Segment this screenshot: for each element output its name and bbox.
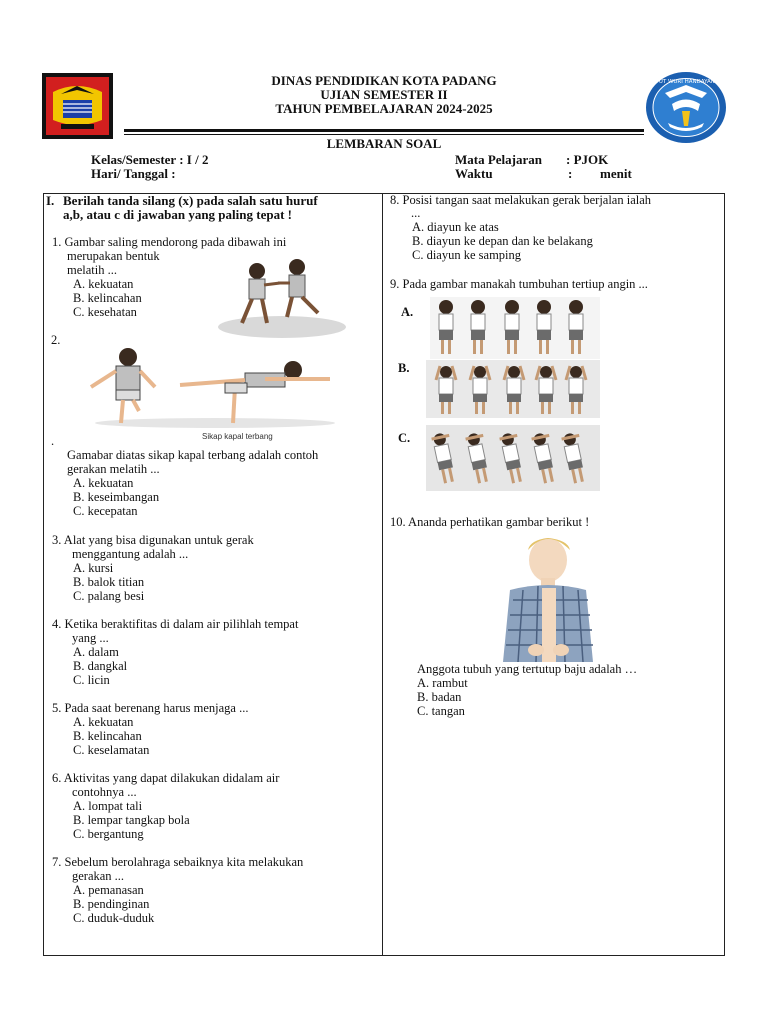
q9-line1: 9. Pada gambar manakah tumbuhan tertiup angin ... [390, 277, 648, 291]
column-divider [382, 193, 383, 956]
q1-line2: merupakan bentuk [67, 249, 160, 263]
q3-option-a[interactable]: A. kursi [73, 561, 114, 575]
q3-option-c[interactable]: C. palang besi [73, 589, 145, 603]
q9-figure-a-kids-standing [430, 297, 600, 359]
q10-line2: Anggota tubuh yang tertutup baju adalah … [417, 662, 638, 676]
q6-option-c[interactable]: C. bergantung [73, 827, 144, 841]
q6-line1: 6. Aktivitas yang dapat dilakukan didalam air [52, 771, 280, 785]
q3-line1: 3. Alat yang bisa digunakan untuk gerak [52, 533, 254, 547]
q4-option-b[interactable]: B. dangkal [73, 659, 128, 673]
q5-line1: 5. Pada saat berenang harus menjaga ... [52, 701, 249, 715]
q6-option-b[interactable]: B. lempar tangkap bola [73, 813, 190, 827]
q9-option-a[interactable]: A. [401, 305, 414, 319]
time-colon: : [568, 166, 573, 181]
instruction-line1: Berilah tanda silang (x) pada salah satu huruf [63, 193, 318, 208]
q9-figure-c-kids-swaying [426, 425, 600, 491]
q5-option-b[interactable]: B. kelincahan [73, 729, 142, 743]
time-label: Waktu [455, 166, 493, 181]
boy-buttoning-shirt-photo [418, 530, 683, 662]
q9-option-c[interactable]: C. [398, 431, 411, 445]
q2-option-c[interactable]: C. kecepatan [73, 504, 138, 518]
q10-option-b[interactable]: B. badan [417, 690, 462, 704]
q5-option-c[interactable]: C. keselamatan [73, 743, 150, 757]
header-rule-thin [124, 134, 644, 135]
q1-line1: 1. Gambar saling mendorong pada dibawah ini [52, 235, 287, 249]
date-field: Hari/ Tanggal : [91, 166, 176, 181]
instruction-line2: a,b, atau c di jawaban yang paling tepat ! [63, 207, 292, 222]
pushing-kids-illustration [212, 255, 347, 340]
class-semester: Kelas/Semester : I / 2 [91, 152, 209, 167]
header-rule-thick [124, 129, 644, 132]
q10-line1: 10. Ananda perhatikan gambar berikut ! [390, 515, 590, 529]
q8-option-a[interactable]: A. diayun ke atas [412, 220, 499, 234]
q10-option-c[interactable]: C. tangan [417, 704, 465, 718]
q9-figure-b-kids-arms-up [426, 360, 600, 418]
q4-option-a[interactable]: A. dalam [73, 645, 119, 659]
q7-option-b[interactable]: B. pendinginan [73, 897, 150, 911]
q8-option-c[interactable]: C. diayun ke samping [412, 248, 522, 262]
q5-option-a[interactable]: A. kekuatan [73, 715, 134, 729]
q8-line2: ... [411, 206, 421, 220]
q4-option-c[interactable]: C. licin [73, 673, 110, 687]
exam-name: UJIAN SEMESTER II [320, 87, 448, 102]
q6-line2: contohnya ... [72, 785, 137, 799]
q2-option-a[interactable]: A. kekuatan [73, 476, 134, 490]
tut-wuri-handayani-logo [645, 71, 727, 144]
q2-stray-dot: . [51, 434, 55, 448]
q2-option-b[interactable]: B. keseimbangan [73, 490, 160, 504]
q2-line1: Gamabar diatas sikap kapal terbang adalah contoh [67, 448, 319, 462]
q2-figure-caption: Sikap kapal terbang [202, 432, 273, 441]
time-unit: menit [600, 166, 632, 181]
sheet-title: LEMBARAN SOAL [326, 136, 442, 151]
q3-option-b[interactable]: B. balok titian [73, 575, 145, 589]
agency-name: DINAS PENDIDIKAN KOTA PADANG [271, 73, 497, 88]
logo-motto: TUT WURI HANDAYANI [655, 79, 717, 85]
q1-option-c[interactable]: C. kesehatan [73, 305, 137, 319]
q4-line1: 4. Ketika beraktifitas di dalam air pilihlah tempat [52, 617, 299, 631]
q7-option-a[interactable]: A. pemanasan [73, 883, 144, 897]
q2-line2: gerakan melatih ... [67, 462, 160, 476]
q8-line1: 8. Posisi tangan saat melakukan gerak berjalan ialah [390, 193, 652, 207]
q9-option-b[interactable]: B. [398, 361, 410, 375]
q6-option-a[interactable]: A. lompat tali [73, 799, 143, 813]
subject-value: : PJOK [566, 152, 609, 167]
q4-line2: yang ... [72, 631, 109, 645]
q1-line3: melatih ... [67, 263, 117, 277]
q7-line1: 7. Sebelum berolahraga sebaiknya kita melakukan [52, 855, 304, 869]
q1-option-b[interactable]: B. kelincahan [73, 291, 142, 305]
subject-label: Mata Pelajaran [455, 152, 543, 167]
q8-option-b[interactable]: B. diayun ke depan dan ke belakang [412, 234, 593, 248]
q7-line2: gerakan ... [72, 869, 125, 883]
q2-number: 2. [51, 333, 61, 347]
q1-option-a[interactable]: A. kekuatan [73, 277, 134, 291]
q10-option-a[interactable]: A. rambut [417, 676, 468, 690]
airplane-pose-illustration [85, 345, 335, 430]
instruction-number: I. [46, 193, 55, 208]
academic-year: TAHUN PEMBELAJARAN 2024-2025 [275, 101, 493, 116]
q3-line2: menggantung adalah ... [72, 547, 189, 561]
q7-option-c[interactable]: C. duduk-duduk [73, 911, 155, 925]
